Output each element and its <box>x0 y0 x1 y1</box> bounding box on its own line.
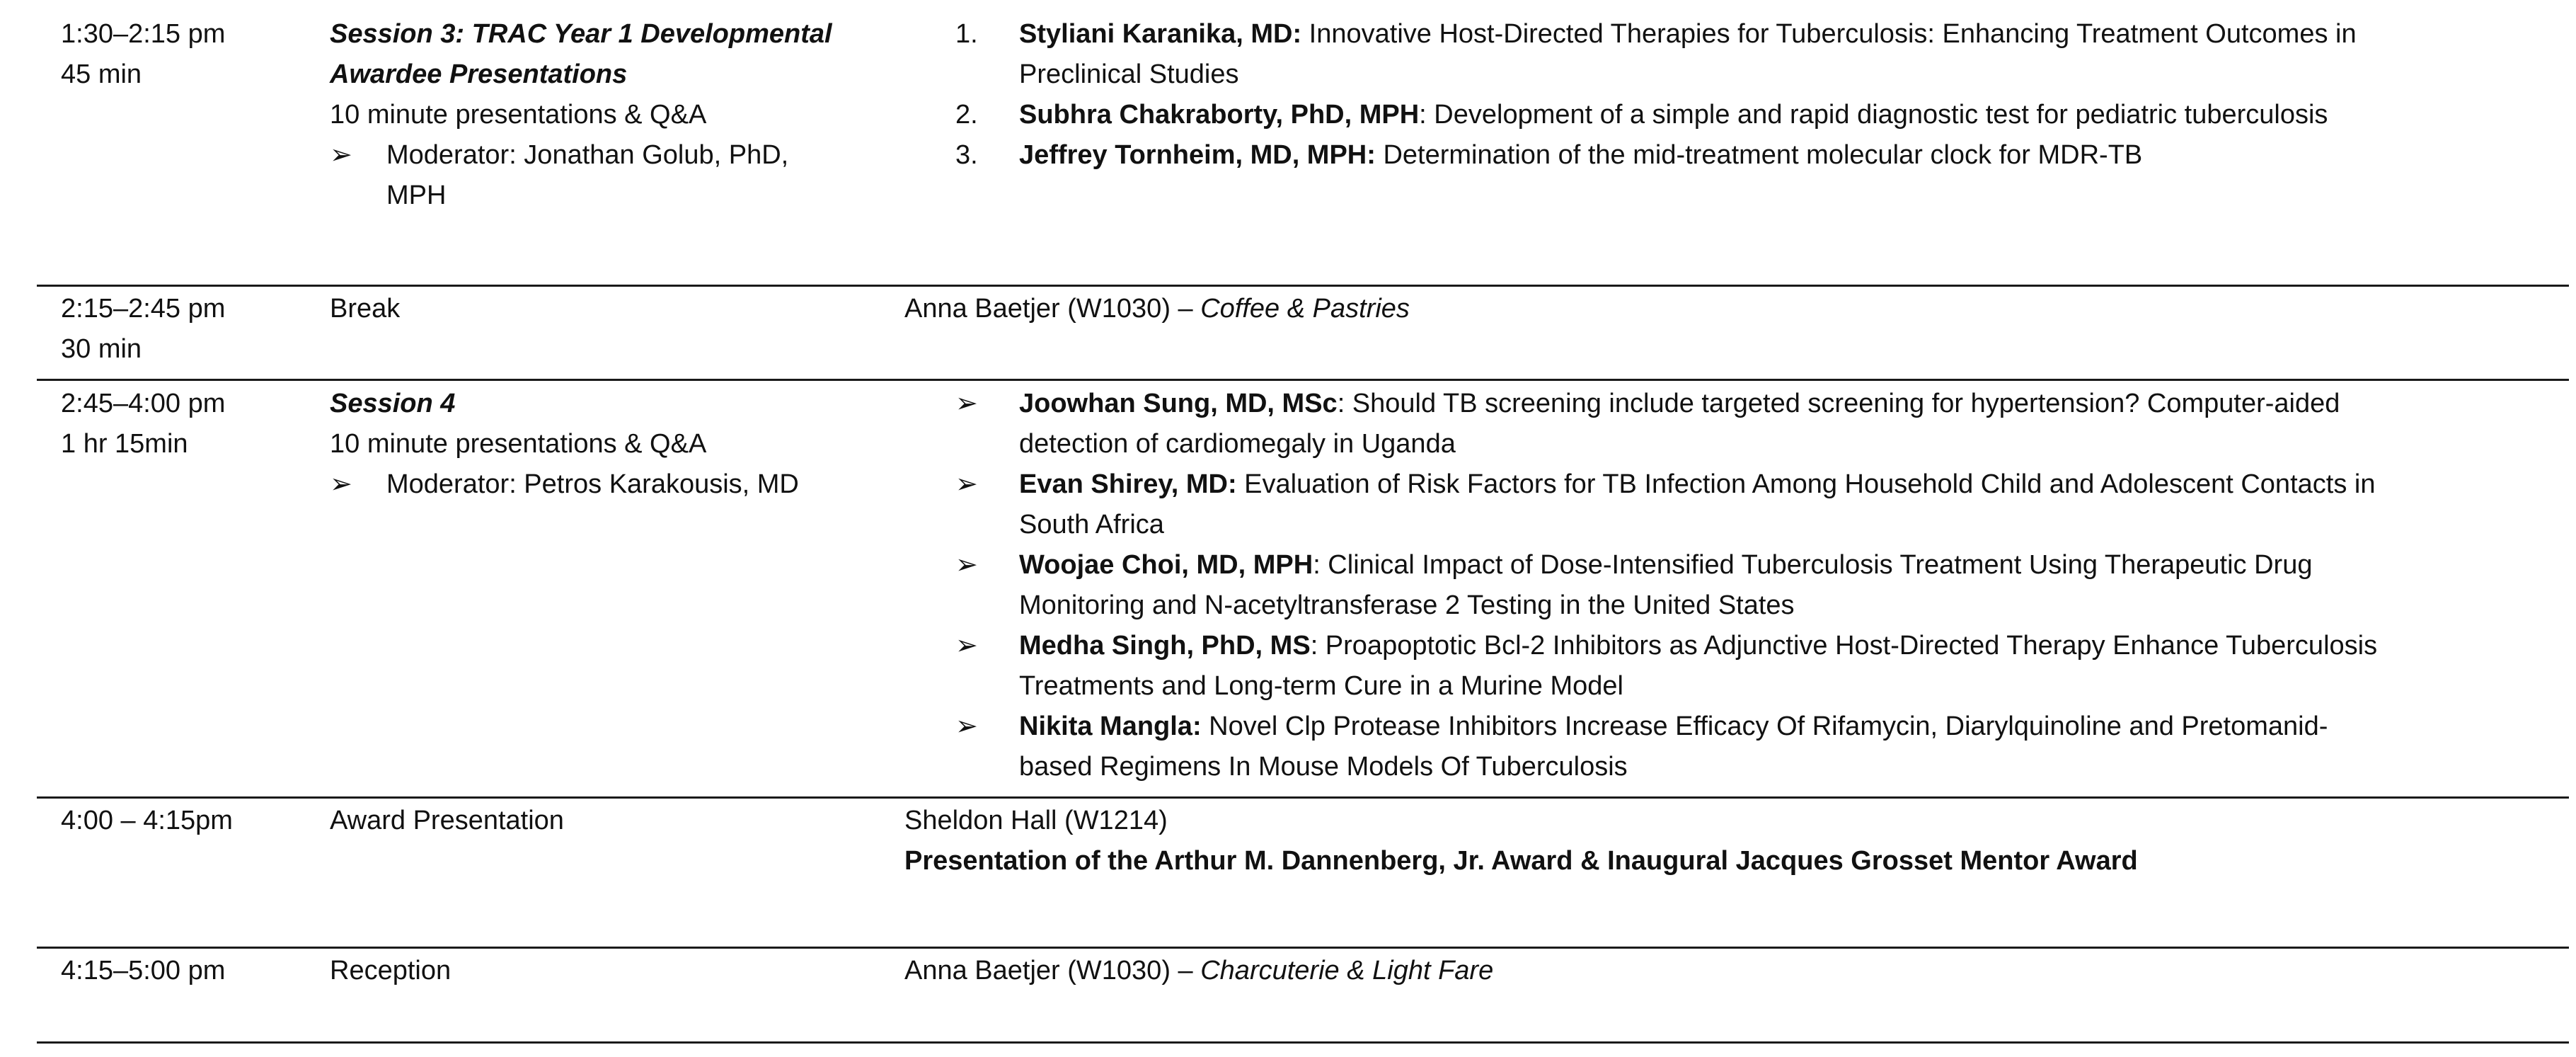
talk-title-cont: Preclinical Studies <box>1019 59 1239 89</box>
row-4-detail: Presentation of the Arthur M. Dannenberg, Jr. Award & Inaugural Jacques Grosset Mentor Award <box>904 846 2138 876</box>
talk-title: Innovative Host-Directed Therapies for Tuberculosis: Enhancing Treatment Outcomes in <box>1301 19 2357 49</box>
talk-title-cont: South Africa <box>1019 510 1164 539</box>
row-4-time-cell <box>61 801 233 841</box>
talk-speaker: Joowhan Sung, MD, MSc <box>1019 389 1338 418</box>
talk-item <box>955 545 2576 626</box>
row-3-subtitle: 10 minute presentations & Q&A <box>330 429 707 459</box>
row-3-moderator-text: Moderator: Petros Karakousis, MD <box>386 469 799 499</box>
talk-item <box>955 14 2576 95</box>
row-2-duration: 30 min <box>61 334 142 364</box>
row-3-duration: 1 hr 15min <box>61 429 188 459</box>
talk-number: 3. <box>955 140 978 170</box>
row-1-talks <box>955 14 2576 176</box>
row-1-time: 1:30–2:15 pm <box>61 19 226 49</box>
row-1-title-line-1: Session 3: TRAC Year 1 Developmental <box>330 19 832 49</box>
talk-item <box>955 707 2576 787</box>
talk-item <box>955 384 2576 464</box>
row-2-location: Anna Baetjer (W1030) – <box>904 294 1201 324</box>
row-5-session-cell <box>330 951 451 991</box>
row-1-moderator <box>330 135 832 216</box>
row-4-location-cell <box>904 801 2553 881</box>
talk-title: : Proapoptotic Bcl-2 Inhibitors as Adjunctive Host-Directed Therapy Enhance Tuberculosis <box>1310 631 2378 661</box>
row-divider <box>37 1041 2569 1044</box>
row-divider <box>37 947 2569 949</box>
row-4-time: 4:00 – 4:15pm <box>61 806 233 835</box>
talk-title: : Clinical Impact of Dose-Intensified Tuberculosis Treatment Using Therapeutic Drug <box>1313 550 2313 580</box>
talk-speaker: Woojae Choi, MD, MPH <box>1019 550 1313 580</box>
arrow-bullet-icon: ➢ <box>955 712 978 741</box>
row-3-time-cell <box>61 384 225 464</box>
row-2-session-cell <box>330 289 400 329</box>
row-2-location-cell <box>904 289 2553 329</box>
row-5-detail: Charcuterie & Light Fare <box>1200 956 1494 985</box>
talk-title: : Development of a simple and rapid diagnostic test for pediatric tuberculosis <box>1419 100 2328 130</box>
row-2-time-cell <box>61 289 225 370</box>
talk-item <box>955 95 2576 135</box>
arrow-bullet-icon: ➢ <box>330 140 352 170</box>
row-3-session-cell <box>330 384 799 505</box>
row-divider <box>37 796 2569 799</box>
talk-title-cont: detection of cardiomegaly in Uganda <box>1019 429 1456 459</box>
row-5-time-cell <box>61 951 225 991</box>
arrow-bullet-icon: ➢ <box>330 469 352 499</box>
row-5-location: Anna Baetjer (W1030) – <box>904 956 1201 985</box>
talk-speaker: Nikita Mangla: <box>1019 712 1202 741</box>
talk-title-cont: based Regimens In Mouse Models Of Tuberculosis <box>1019 752 1628 782</box>
row-divider <box>37 379 2569 381</box>
row-4-location: Sheldon Hall (W1214) <box>904 806 1168 835</box>
row-5-title: Reception <box>330 956 452 985</box>
row-1-title-line-2: Awardee Presentations <box>330 59 628 89</box>
arrow-bullet-icon: ➢ <box>955 550 978 580</box>
row-5-time: 4:15–5:00 pm <box>61 956 226 985</box>
row-1-time-cell <box>61 14 225 95</box>
talk-title: Evaluation of Risk Factors for TB Infection Among Household Child and Adolescent Contacts in <box>1236 469 2376 499</box>
talk-number: 1. <box>955 19 978 49</box>
talk-speaker: Evan Shirey, MD: <box>1019 469 1237 499</box>
talk-title-cont: Treatments and Long-term Cure in a Murine Model <box>1019 671 1623 701</box>
row-3-title: Session 4 <box>330 389 456 418</box>
row-3-time: 2:45–4:00 pm <box>61 389 226 418</box>
row-4-session-cell <box>330 801 564 841</box>
talk-number: 2. <box>955 100 978 130</box>
row-1-session-cell <box>330 14 832 216</box>
row-4-title: Award Presentation <box>330 806 564 835</box>
talk-item <box>955 464 2576 545</box>
talk-speaker: Styliani Karanika, MD: <box>1019 19 1302 49</box>
arrow-bullet-icon: ➢ <box>955 389 978 418</box>
talk-title-cont: Monitoring and N-acetyltransferase 2 Testing in the United States <box>1019 590 1795 620</box>
row-1-subtitle: 10 minute presentations & Q&A <box>330 100 707 130</box>
talk-speaker: Medha Singh, PhD, MS <box>1019 631 1311 661</box>
row-divider <box>37 285 2569 287</box>
row-3-talks <box>955 384 2576 787</box>
row-1-duration: 45 min <box>61 59 142 89</box>
talk-speaker: Jeffrey Tornheim, MD, MPH: <box>1019 140 1376 170</box>
talk-speaker: Subhra Chakraborty, PhD, MPH <box>1019 100 1420 130</box>
row-2-title: Break <box>330 294 401 324</box>
arrow-bullet-icon: ➢ <box>955 631 978 661</box>
row-2-detail: Coffee & Pastries <box>1200 294 1410 324</box>
talk-item <box>955 626 2576 707</box>
row-5-location-cell <box>904 951 2553 991</box>
row-1-moderator-line-1: Moderator: Jonathan Golub, PhD, <box>386 140 789 170</box>
row-1-moderator-line-2: MPH <box>386 181 447 210</box>
talk-title: Novel Clp Protease Inhibitors Increase Efficacy Of Rifamycin, Diarylquinoline and Pretomanid- <box>1201 712 2328 741</box>
row-3-moderator <box>330 464 799 505</box>
talk-title: : Should TB screening include targeted screening for hypertension? Computer-aided <box>1337 389 2340 418</box>
arrow-bullet-icon: ➢ <box>955 469 978 499</box>
row-2-time: 2:15–2:45 pm <box>61 294 226 324</box>
talk-title: Determination of the mid-treatment molecular clock for MDR-TB <box>1375 140 2143 170</box>
talk-item <box>955 135 2576 176</box>
